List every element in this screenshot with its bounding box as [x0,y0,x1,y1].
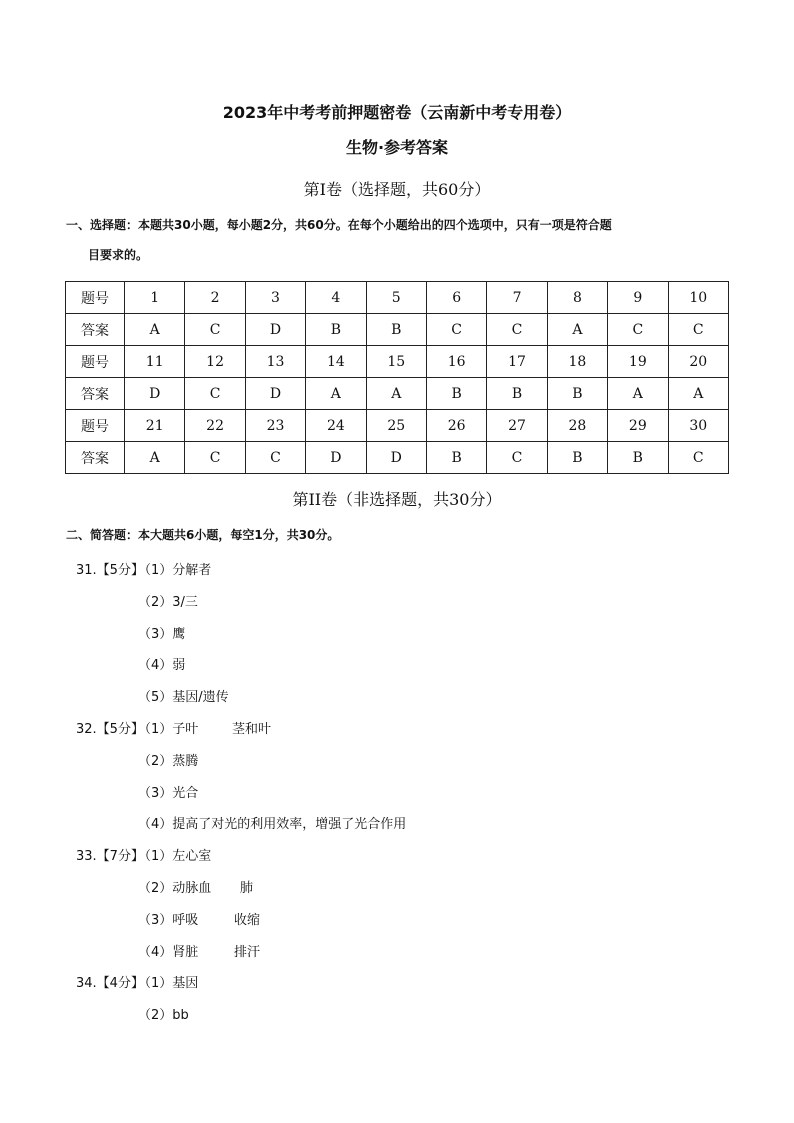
answer-part-extra-text: 收缩 [234,913,261,928]
question-number-cell: 10 [668,282,728,314]
answer-part-number: （2） [138,881,173,896]
page-subtitle: 生物·参考答案 [345,138,449,157]
row-label-question: 题号 [66,410,125,442]
answer-table [65,281,729,474]
table-row-answers [66,378,729,410]
answer-part [138,750,198,769]
answer-part-text: 基因 [172,976,199,991]
answer-part-text: 子叶 [172,722,199,737]
answer-part [138,718,198,737]
section1-instruction [66,210,730,270]
answer-part [138,1004,189,1023]
answer-part-text: 3/三 [172,595,198,610]
answer-part-text: 分解者 [172,563,212,578]
answer-part-number: （1） [138,976,173,991]
answer-part-number: （3） [138,913,173,928]
answer-part-number: （2） [138,754,173,769]
question-number-cell: 13 [245,346,305,378]
answer-cell: C [487,314,547,346]
answer-cell: C [426,314,486,346]
answer-part-extra-text: 肺 [240,881,254,896]
question-number-cell: 24 [306,410,366,442]
table-row-question-numbers [66,346,729,378]
answer-part-text: 蒸腾 [172,754,199,769]
section1-instruction-line1: 一、选择题：本题共30小题，每小题2分，共60分。在每个小题给出的四个选项中，只有一项是符合题 [66,218,612,232]
answer-cell: A [306,378,366,410]
question-number-cell: 1 [125,282,185,314]
question-number-cell: 30 [668,410,728,442]
answer-part-number: （1） [138,722,173,737]
answer-part [138,972,198,991]
question-number-cell: 9 [608,282,668,314]
answer-part [138,909,198,928]
question-number-cell: 5 [366,282,426,314]
answer-cell: B [547,442,607,474]
answer-part [138,591,198,610]
answer-part [138,877,211,896]
answer-part [138,813,406,832]
answer-part [138,623,185,642]
answer-cell: C [608,314,668,346]
question-number-cell: 22 [185,410,245,442]
section1-instruction-line2: 目要求的。 [88,248,149,262]
answer-cell: A [608,378,668,410]
question-number-cell: 23 [245,410,305,442]
answer-part-text: bb [172,1008,189,1023]
answer-cell: D [125,378,185,410]
answer-part-text: 提高了对光的利用效率，增强了光合作用 [172,817,407,832]
question-label: 33.【7分】 [76,849,144,864]
answer-part [138,845,211,864]
answer-part-extra-text: 茎和叶 [232,722,272,737]
answer-cell: D [306,442,366,474]
answer-cell: D [245,314,305,346]
answer-part-number: （4） [138,945,173,960]
answer-part-text: 肾脏 [172,945,199,960]
answer-part [138,654,185,673]
question-number-cell: 26 [426,410,486,442]
answer-cell: B [426,442,486,474]
answer-part-text: 弱 [172,658,186,673]
answer-cell: A [668,378,728,410]
question-number-cell: 14 [306,346,366,378]
answer-part-text: 动脉血 [172,881,212,896]
answer-cell: B [306,314,366,346]
page-title: 2023年中考考前押题密卷（云南新中考专用卷） [222,103,572,122]
answer-part-text: 左心室 [172,849,212,864]
row-label-question: 题号 [66,282,125,314]
question-number-cell: 15 [366,346,426,378]
answer-part-number: （4） [138,658,173,673]
answer-cell: B [608,442,668,474]
question-number-cell: 25 [366,410,426,442]
question-number-cell: 6 [426,282,486,314]
answer-cell: C [668,314,728,346]
answer-cell: B [487,378,547,410]
answer-cell: D [245,378,305,410]
answer-part-number: （3） [138,786,173,801]
question-number-cell: 16 [426,346,486,378]
answer-part [138,782,198,801]
answer-cell: B [366,314,426,346]
question-label: 32.【5分】 [76,722,144,737]
question-number-cell: 12 [185,346,245,378]
table-row-answers [66,314,729,346]
answer-part-text: 呼吸 [172,913,199,928]
answer-cell: C [185,314,245,346]
answer-part [138,559,211,578]
answer-part-number: （5） [138,690,173,705]
question-number-cell: 18 [547,346,607,378]
answer-cell: C [668,442,728,474]
question-number-cell: 17 [487,346,547,378]
answer-cell: B [426,378,486,410]
answer-cell: A [547,314,607,346]
answer-cell: A [366,378,426,410]
question-number-cell: 3 [245,282,305,314]
question-label: 31.【5分】 [76,563,144,578]
question-number-cell: 29 [608,410,668,442]
answer-cell: D [366,442,426,474]
answer-part-number: （2） [138,1008,173,1023]
section1-title: 第Ⅰ卷（选择题，共60分） [303,180,491,199]
question-number-cell: 7 [487,282,547,314]
answer-cell: A [125,442,185,474]
answer-part-text: 光合 [172,786,199,801]
row-label-question: 题号 [66,346,125,378]
row-label-answer: 答案 [66,378,125,410]
question-number-cell: 11 [125,346,185,378]
question-number-cell: 27 [487,410,547,442]
question-number-cell: 21 [125,410,185,442]
answer-cell: C [185,442,245,474]
row-label-answer: 答案 [66,442,125,474]
question-number-cell: 20 [668,346,728,378]
question-number-cell: 2 [185,282,245,314]
question-number-cell: 8 [547,282,607,314]
answer-part-extra-text: 排汗 [234,945,261,960]
answer-part [138,686,229,705]
answer-cell: B [547,378,607,410]
answer-cell: A [125,314,185,346]
answer-part-number: （3） [138,627,173,642]
question-label: 34.【4分】 [76,976,144,991]
row-label-answer: 答案 [66,314,125,346]
answer-part [138,941,198,960]
question-number-cell: 28 [547,410,607,442]
answer-part-number: （1） [138,563,173,578]
answer-part-number: （2） [138,595,173,610]
question-number-cell: 19 [608,346,668,378]
answer-part-number: （1） [138,849,173,864]
table-row-question-numbers [66,410,729,442]
question-number-cell: 4 [306,282,366,314]
answer-part-number: （4） [138,817,173,832]
answer-cell: C [245,442,305,474]
answer-part-text: 基因/遗传 [172,690,229,705]
table-row-answers [66,442,729,474]
table-row-question-numbers [66,282,729,314]
answer-cell: C [185,378,245,410]
answer-part-text: 鹰 [172,627,186,642]
section2-instruction: 二、简答题：本大题共6小题，每空1分，共30分。 [66,528,340,542]
section2-title: 第II卷（非选择题，共30分） [292,490,502,509]
answer-cell: C [487,442,547,474]
